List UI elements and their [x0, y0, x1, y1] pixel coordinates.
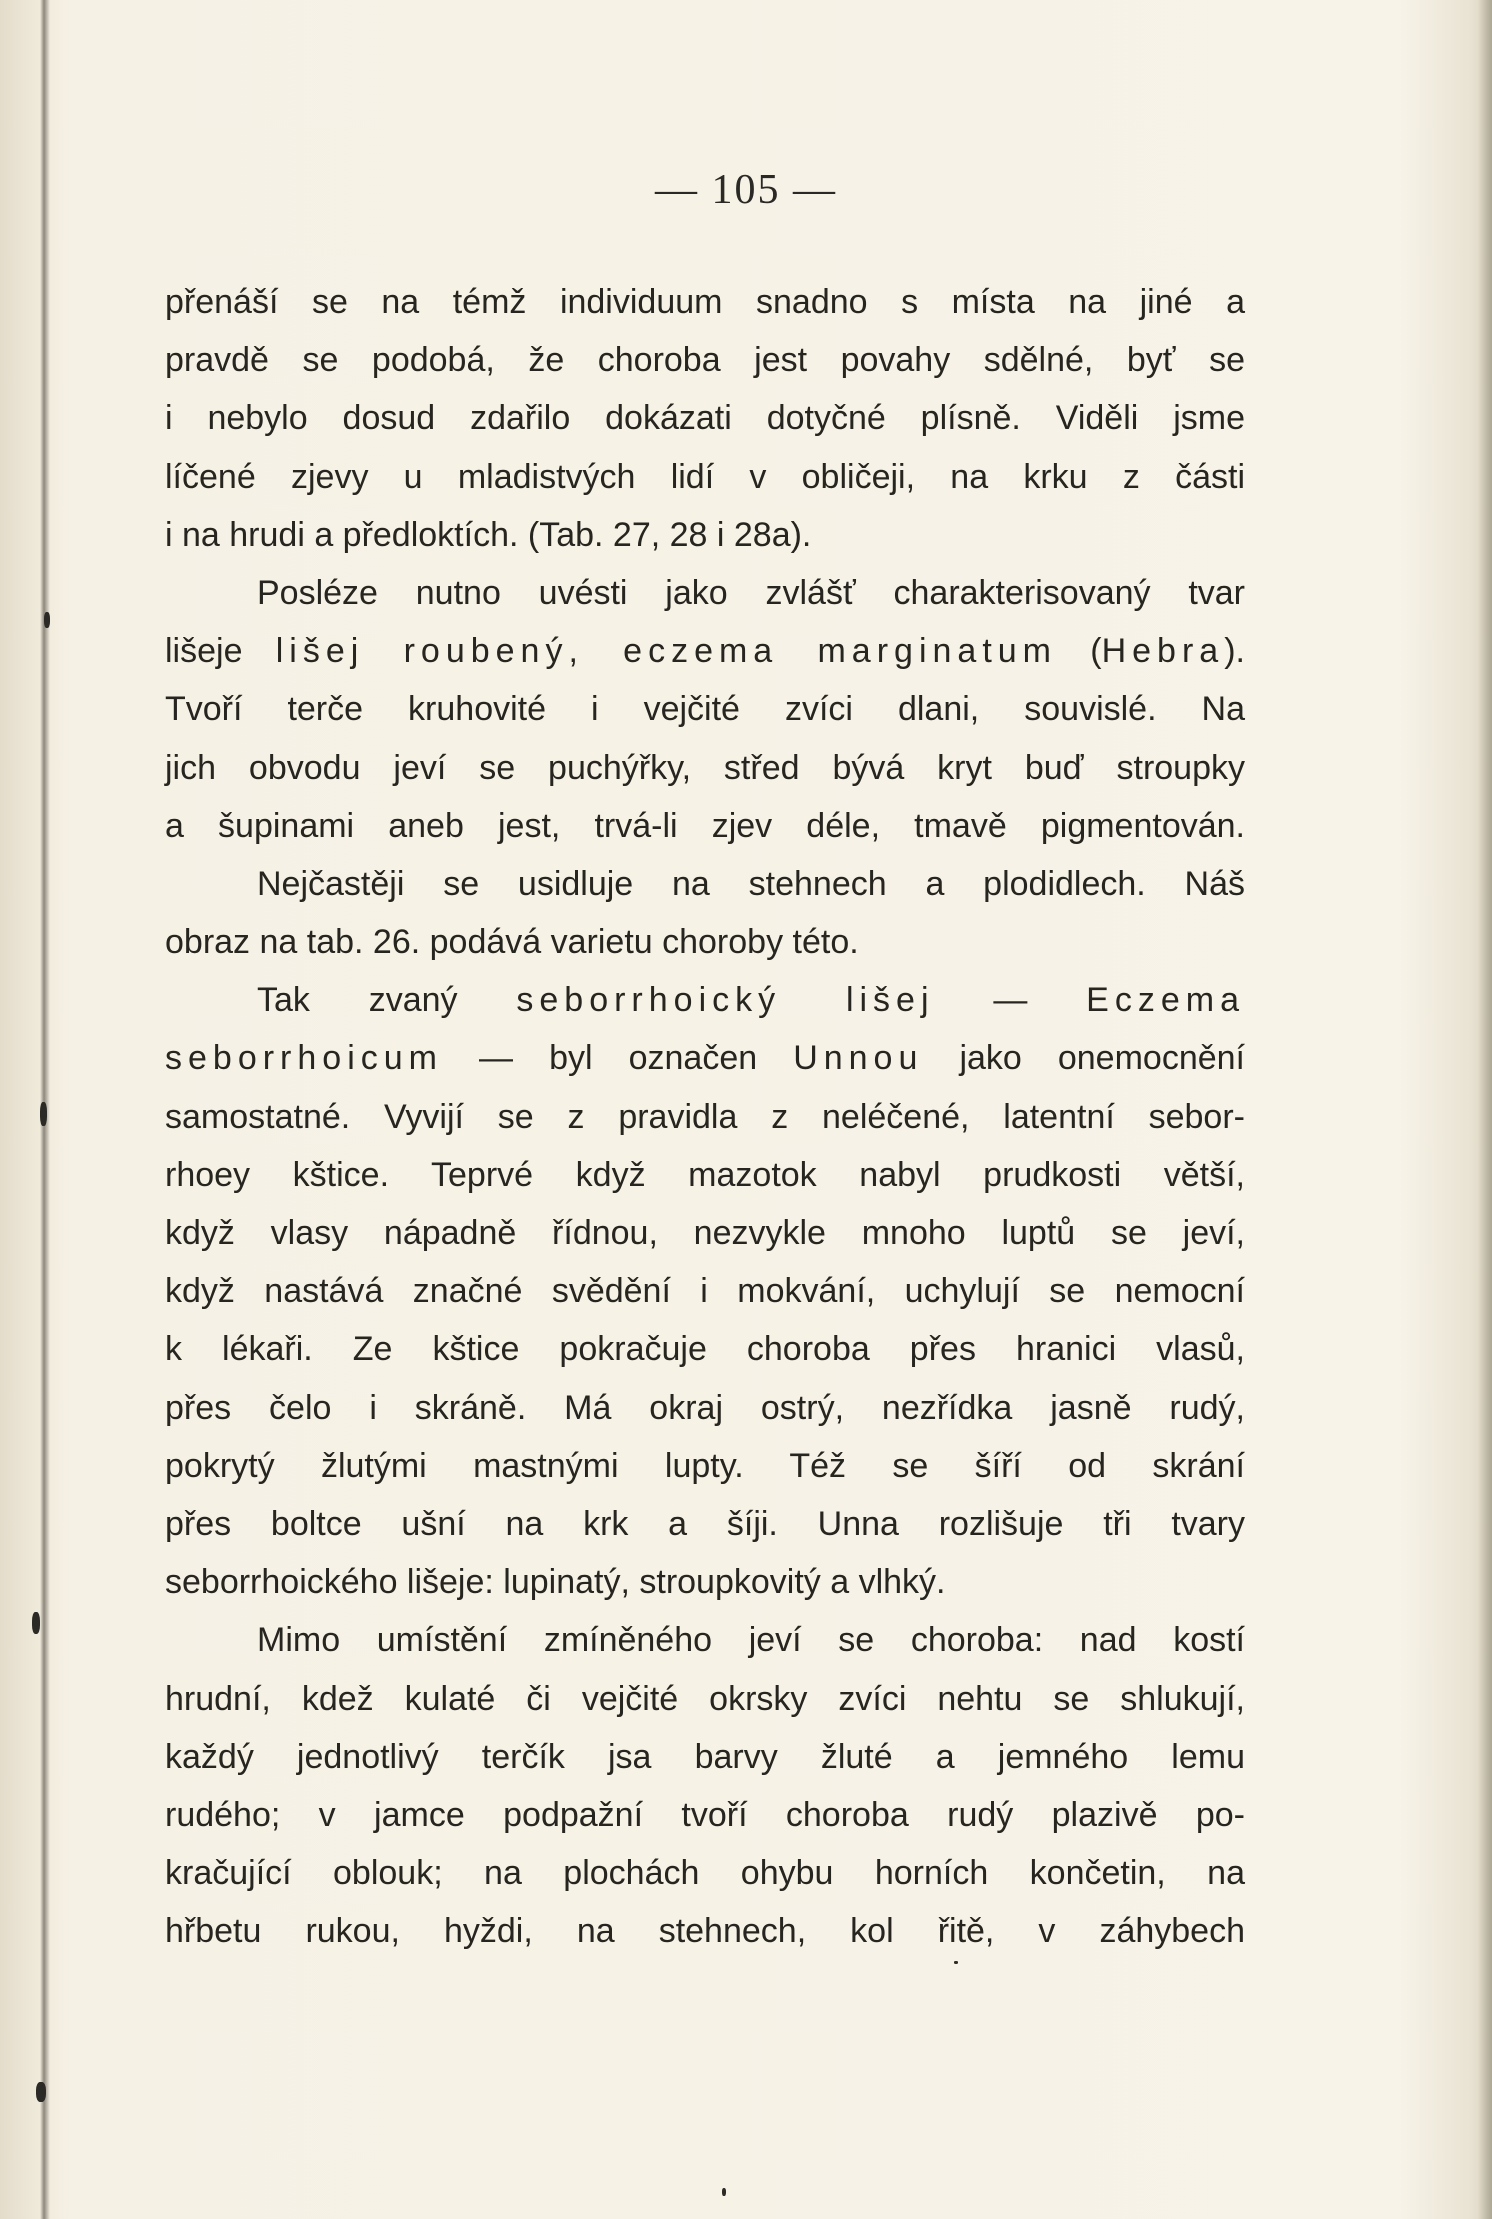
text-line	[165, 1670, 1245, 1728]
scan-speck	[36, 2082, 46, 2102]
text-line	[165, 1088, 1245, 1146]
spaced-emphasis-text: lišej roubený, eczema marginatum	[275, 632, 1057, 671]
text-line	[165, 739, 1245, 797]
text-line	[165, 971, 1245, 1029]
text-run: rhoey kštice. Teprvé když mazotok nabyl prudkosti větší,	[165, 1155, 1245, 1194]
text-line	[165, 1320, 1245, 1378]
text-line	[165, 1611, 1245, 1669]
text-line	[165, 1786, 1245, 1844]
text-line	[165, 1204, 1245, 1262]
text-line	[165, 1379, 1245, 1437]
scan-speck	[722, 2188, 726, 2196]
text-run: obraz na tab. 26. podává varietu choroby této.	[165, 923, 859, 962]
text-line	[165, 1728, 1245, 1786]
text-run: hřbetu rukou, hyždi, na stehnech, kol řitě, v záhybech	[165, 1912, 1245, 1951]
text-run: každý jednotlivý terčík jsa barvy žluté a jemného lemu	[165, 1737, 1245, 1776]
scan-speck	[32, 1612, 40, 1634]
text-line	[165, 1553, 1245, 1611]
text-run: pokrytý žlutými mastnými lupty. Též se šíří od skrání	[165, 1446, 1245, 1485]
text-line	[165, 564, 1245, 622]
text-run: k lékaři. Ze kštice pokračuje choroba přes hranici vlasů,	[165, 1330, 1245, 1369]
spaced-emphasis-text: seborrhoický lišej	[516, 981, 935, 1020]
text-run: ).	[1224, 632, 1245, 671]
text-run: lišeje	[165, 632, 276, 671]
text-line	[165, 797, 1245, 855]
spaced-emphasis-text: seborrhoicum	[165, 1039, 443, 1078]
spaced-emphasis-text: Hebra	[1101, 632, 1225, 671]
text-line	[165, 1437, 1245, 1495]
spaced-emphasis-text: Unnou	[793, 1039, 924, 1078]
text-run: přenáší se na témž individuum snadno s místa na jiné a	[165, 283, 1245, 321]
text-run: i na hrudi a předloktích. (Tab. 27, 28 i 28a).	[165, 515, 812, 554]
text-run: když nastává značné svědění i mokvání, uchylují se nemocní	[165, 1272, 1245, 1311]
text-line	[165, 448, 1245, 506]
text-run: přes boltce ušní na krk a šíji. Unna rozlišuje tři tvary	[165, 1504, 1245, 1543]
text-run: kračující oblouk; na plochách ohybu horních končetin, na	[165, 1854, 1245, 1893]
text-run: a šupinami aneb jest, trvá-li zjev déle, tmavě pigmentován.	[165, 806, 1245, 845]
text-run: i nebylo dosud zdařilo dokázati dotyčné plísně. Viděli jsme	[165, 399, 1245, 438]
page-right-edge	[1478, 0, 1492, 2219]
text-line	[165, 1844, 1245, 1902]
text-run: jich obvodu jeví se puchýřky, střed bývá kryt buď stroupky	[165, 748, 1245, 787]
text-line	[165, 1262, 1245, 1320]
text-run: seborrhoického lišeje: lupinatý, stroupkovitý a vlhký.	[165, 1563, 946, 1602]
text-run: přes čelo i skráně. Má okraj ostrý, nezřídka jasně rudý,	[165, 1388, 1245, 1427]
text-line	[165, 1902, 1245, 1960]
text-line	[165, 622, 1245, 680]
text-line	[165, 273, 1245, 331]
text-run: pravdě se podobá, že choroba jest povahy sdělné, byť se	[165, 341, 1245, 380]
text-line	[165, 331, 1245, 389]
text-line	[165, 1029, 1245, 1087]
text-run: Tak zvaný	[257, 981, 517, 1020]
text-run: Nejčastěji se usidluje na stehnech a plodidlech. Náš	[257, 864, 1245, 903]
text-run: (	[1057, 632, 1102, 671]
text-line	[165, 1146, 1245, 1204]
text-run: líčené zjevy u mladistvých lidí v obličeji, na krku z části	[165, 457, 1245, 496]
text-run: když vlasy nápadně řídnou, nezvykle mnoho luptů se jeví,	[165, 1214, 1245, 1252]
text-run: rudého; v jamce podpažní tvoří choroba rudý plazivě po-	[165, 1795, 1245, 1834]
text-line	[165, 855, 1245, 913]
text-run: samostatné. Vyvijí se z pravidla z neléčené, latentní sebor-	[165, 1097, 1245, 1136]
text-line	[165, 680, 1245, 738]
text-run: jako onemocnění	[923, 1039, 1245, 1078]
body-text	[165, 273, 1245, 1960]
text-run: —	[934, 981, 1087, 1020]
text-run: Mimo umístění zmíněného jeví se choroba: nad kostí	[257, 1621, 1245, 1660]
scan-speck	[954, 1961, 958, 1964]
text-line	[165, 913, 1245, 971]
text-line	[165, 1495, 1245, 1553]
spaced-emphasis-text: Eczema	[1086, 981, 1245, 1020]
text-run: hrudní, kdež kulaté či vejčité okrsky zvíci nehtu se shlukují,	[165, 1679, 1245, 1718]
text-run: Tvoří terče kruhovité i vejčité zvíci dlani, souvislé. Na	[165, 690, 1245, 729]
text-line	[165, 389, 1245, 447]
text-run: Posléze nutno uvésti jako zvlášť charakterisovaný tvar	[257, 573, 1245, 612]
scan-speck	[44, 612, 50, 628]
page-number: — 105 —	[655, 167, 837, 213]
text-line	[165, 506, 1245, 564]
text-run: — byl označen	[442, 1039, 794, 1078]
scan-speck	[40, 1102, 47, 1126]
